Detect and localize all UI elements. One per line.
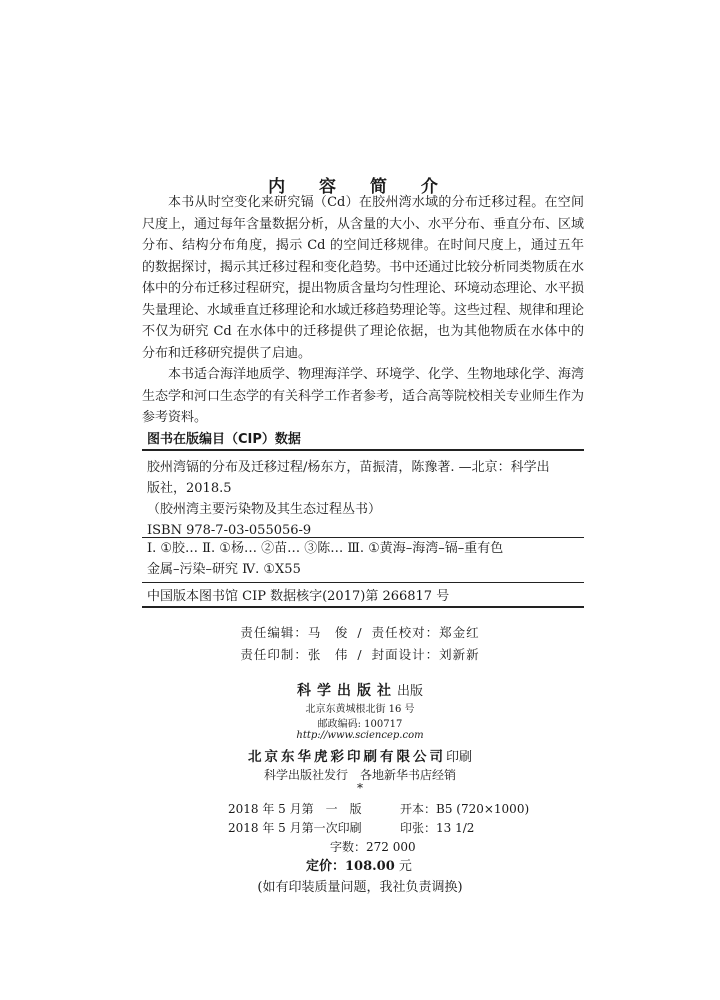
publisher-name: 科学出版社 [296,683,397,699]
cip-heading: 图书在版编目（CIP）数据 [147,432,301,447]
separator: / [357,625,363,640]
printer-line [0,745,720,765]
cip-classification [147,538,584,580]
cip-class-line: 金属–污染–研究 Ⅳ. ①X55 [147,562,301,577]
printer-suffix: 印刷 [445,750,472,765]
cip-class-line: Ⅰ. ①胶… Ⅱ. ①杨… ②苗… ③陈… Ⅲ. ①黄海–海湾–镉–重有色 [147,541,504,556]
price-unit: 元 [398,859,412,874]
summary-text [142,192,584,429]
publisher-postcode: 邮政编码: 100717 [317,719,403,730]
printing-label: 责任印制： [240,647,308,662]
proofreader-label: 责任校对： [371,625,440,640]
separator-star: * [357,781,363,795]
cover-label: 封面设计： [371,647,440,662]
cip-line: 版社，2018.5 [147,481,232,496]
cip-line: 胶州湾镉的分布及迁移过程/杨东方，苗振清，陈豫著. —北京：科学出 [147,460,550,475]
publisher-suffix: 出版 [396,684,423,699]
credits-production [0,645,720,663]
cip-record-number: 中国版本图书馆 CIP 数据核字(2017)第 266817 号 [147,589,450,604]
edition-text: 2018 年 5 月第 一 版 [228,802,362,816]
summary-paragraph: 本书从时空变化来研究镉（Cd）在胶州湾水域的分布迁移过程。在空间尺度上，通过每年含量数据分析，从含量的大小、水平分布、垂直分布、区域分布、结构分布角度，揭示 Cd 的空间迁移规律。在时间尺度上，通过五年的数据探讨，揭示其迁移过程和变化趋势。书中还通过比较分析同类物质在水体中的分布迁移过程研究，提出物质含量均匀性理论、环境动态理论、水平损失量理论、水域垂直迁移理论和水域迁移趋势理论等。这些过程、规律和理论不仅为研究 Cd 在水体中的迁移提供了理论依据，也为其他物质在水体中的分布和迁移研究提供了启迪。 [142,195,585,361]
summary-title: 内 容 简 介 [268,177,452,197]
credits-editors [0,623,720,641]
printer-name: 北京东华虎彩印刷有限公司 [247,749,446,765]
publisher-line [0,680,720,700]
printing-text: 2018 年 5 月第一次印刷 [228,821,362,835]
format-text: 开本：B5 (720×1000) [400,802,530,816]
sheets-text: 印张：13 1/2 [400,821,475,835]
summary-paragraph: 本书适合海洋地质学、物理海洋学、环境学、化学、生物地球化学、海湾生态学和河口生态学的有关科学工作者参考，适合高等院校相关专业师生作为参考资料。 [142,367,585,425]
cip-record [147,457,584,541]
price-value: 108.00 [345,859,395,874]
editor-label: 责任编辑： [240,625,308,640]
cover-name: 刘新新 [439,647,480,662]
word-count: 字数：272 000 [330,840,416,854]
publisher-address: 北京东黄城根北街 16 号 [305,704,415,715]
separator: / [357,647,363,662]
cip-line: ISBN 978-7-03-055056-9 [147,523,312,538]
cip-bottom-rule [142,606,584,608]
price-line [306,855,412,874]
cip-line: （胶州湾主要污染物及其生态过程丛书） [147,502,382,517]
price-label: 定价： [306,859,346,874]
proofreader-name: 郑金红 [439,625,480,640]
printing-name: 张 伟 [307,647,349,662]
cip-top-rule [142,449,584,451]
quality-notice: (如有印装质量问题，我社负责调换) [257,880,463,895]
cip-divider [142,582,584,583]
distribution-line: 科学出版社发行 各地新华书店经销 [263,768,456,782]
publisher-website: http://www.sciencep.com [296,730,424,741]
editor-name: 马 俊 [307,625,349,640]
